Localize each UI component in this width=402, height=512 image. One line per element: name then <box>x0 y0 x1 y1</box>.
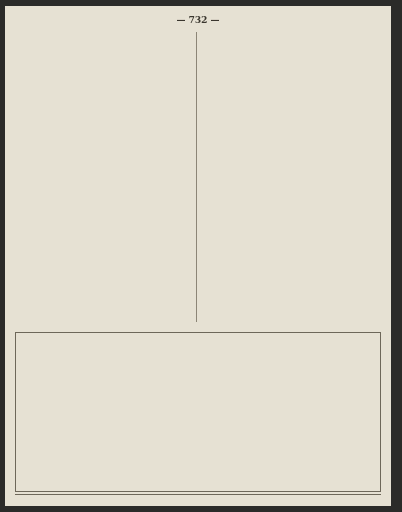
column-divider <box>196 32 197 322</box>
appeal-title <box>24 343 372 363</box>
page-number: — 732 — <box>176 16 220 26</box>
imprint-footer <box>15 494 381 505</box>
left-column <box>15 32 187 324</box>
right-column <box>201 32 373 324</box>
appeal-box <box>15 332 381 492</box>
newspaper-page <box>5 6 391 506</box>
